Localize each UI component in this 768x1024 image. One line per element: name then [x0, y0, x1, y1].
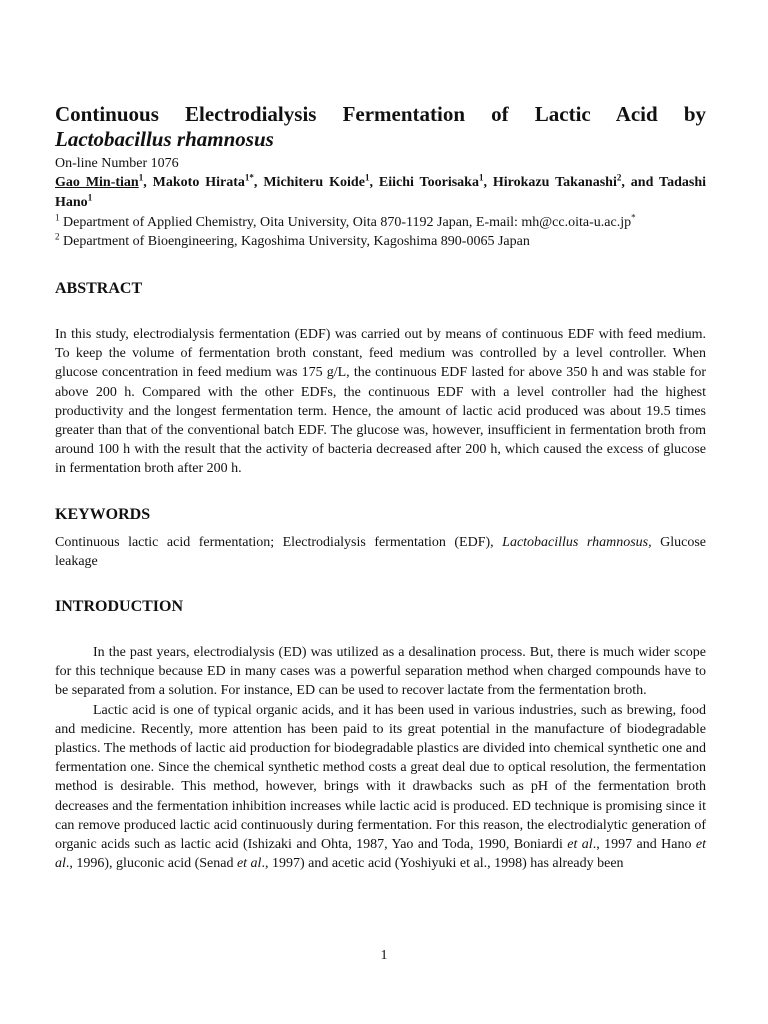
paper-title-line2: Lactobacillus rhamnosus — [55, 127, 274, 151]
intro-paragraph-1: In the past years, electrodialysis (ED) was utilized as a desalination process. But, there is much wider scope for this technique because ED in many cases was a powerful separation method when charged compounds have to be separated from a solution. For instance, ED can be used to recover lactate from the fermentation broth. — [55, 645, 706, 699]
introduction-heading: INTRODUCTION — [55, 598, 184, 616]
intro-paragraph-2 — [55, 701, 706, 874]
paper-page — [55, 102, 706, 873]
abstract-text: In this study, electrodialysis fermentation (EDF) was carried out by means of continuous EDF with feed medium. To keep the volume of fermentation broth constant, feed medium was controlled by a level controller. When glucose concentration in feed medium was 175 g/L, the continuous EDF lasted for above 350 h and was stable for above 200 h. Compared with the other EDFs, the continuous EDF with a level controller had the highest productivity and the longest fermentation term. Hence, the amount of lactic acid produced was about 19.5 times greater than that of the conventional batch EDF. The glucose was, however, insufficient in fermentation broth from around 100 h with the result that the activity of bacteria decreased after 200 h, which caused the excess of glucose in fermentation broth after 200 h. — [55, 327, 706, 477]
author-sep: , — [369, 175, 379, 190]
author-6: Tadashi Hano — [55, 175, 707, 210]
intro-p2-text-3: ., 1996), gluconic acid (Senad — [65, 856, 237, 872]
keywords-part-3: Glucose leakage — [55, 534, 706, 569]
affiliation-2-text: Department of Bioengineering, Kagoshima University, Kagoshima 890-0065 Japan — [59, 234, 530, 249]
abstract-heading: ABSTRACT — [55, 280, 143, 297]
intro-p2-etal-1: et al — [567, 837, 593, 853]
author-1: Gao Min-tian — [55, 175, 139, 190]
intro-p2-etal-2: et al — [55, 837, 707, 872]
paper-title-line1: Continuous Electrodialysis Fermentation of Lactic Acid by — [55, 102, 706, 126]
affiliation-1 — [55, 213, 706, 232]
author-5-affil: 2 — [616, 172, 622, 183]
author-6-affil: 1 — [87, 192, 93, 203]
affiliation-1-text: Department of Applied Chemistry, Oita University, Oita 870-1192 Japan, E-mail: mh@cc.oita-u.ac.jp — [59, 215, 632, 230]
author-3: Michiteru Koide — [263, 175, 365, 190]
author-sep: , and — [621, 175, 660, 190]
intro-p2-etal-3: et al — [236, 856, 262, 872]
keywords-part-1: Continuous lactic acid fermentation; Electrodialysis fermentation (EDF), — [55, 534, 503, 550]
author-sep: , — [483, 175, 493, 190]
intro-p2-text-2: ., 1997 and Hano — [592, 837, 696, 853]
author-3-affil: 1 — [364, 172, 370, 183]
intro-p2-text-4: ., 1997) and acetic acid (Yoshiyuki et al., 1998) has already been — [261, 856, 624, 872]
author-2: Makoto Hirata — [152, 175, 245, 190]
intro-p2-text-1: Lactic acid is one of typical organic acids, and it has been used in various industries, such as brewing, food and medicine. Recently, more attention has been paid to its great potential in the manufacture of biodegradable plastics. The methods of lactic aid production for biodegradable plastics are divided into chemical synthetic one and fermentation one. Since the chemical synthetic method costs a great deal due to optical resolution, the fermentation method is desirable. This method, however, brings with it drawbacks such as pH of the fermentation broth decreases and the fermentation inhibition increases while lactic acid is produced. ED technique is promising since it can remove produced lactic acid continuously during fermentation. For this reason, the electrodialytic generation of organic acids such as lactic acid (Ishizaki and Ohta, 1987, Yao and Toda, 1990, Boniardi — [55, 702, 706, 853]
page-number: 1 — [380, 948, 388, 963]
author-1-affil: 1 — [138, 172, 144, 183]
affiliation-1-corresponding-mark: * — [631, 212, 636, 223]
affiliation-2-mark: 2 — [55, 231, 60, 242]
author-2-affil: 1* — [244, 172, 254, 183]
keywords-text — [55, 533, 706, 571]
affiliation-1-mark: 1 — [55, 212, 60, 223]
author-list — [55, 173, 706, 213]
keywords-heading: KEYWORDS — [55, 505, 151, 523]
affiliation-2 — [55, 232, 706, 251]
author-4-affil: 1 — [478, 172, 484, 183]
author-sep: , — [143, 175, 153, 190]
author-sep: , — [253, 175, 264, 190]
online-number: On-line Number 1076 — [55, 156, 179, 171]
author-5: Hirokazu Takanashi — [492, 175, 617, 190]
author-4: Eiichi Toorisaka — [378, 175, 479, 190]
keywords-part-2: Lactobacillus rhamnosus, — [502, 534, 652, 550]
